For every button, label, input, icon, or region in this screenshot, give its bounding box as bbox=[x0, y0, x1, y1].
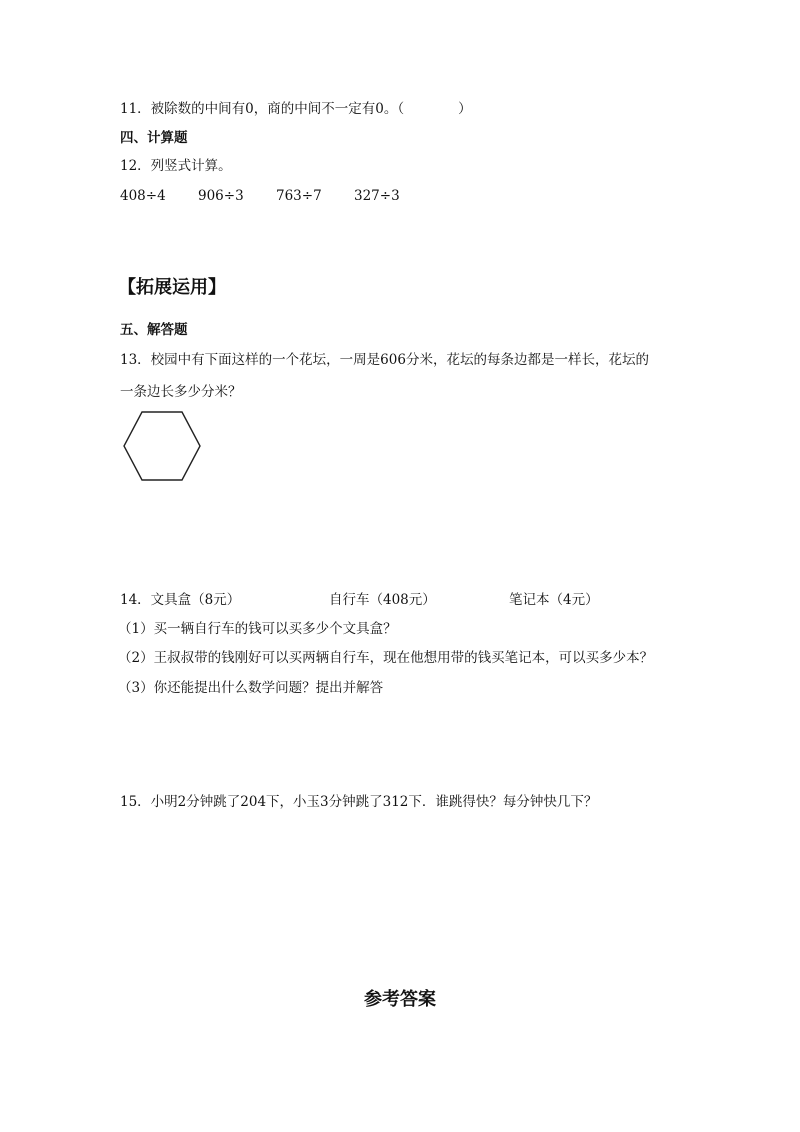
extension-heading: 【拓展运用】 bbox=[118, 277, 226, 298]
question-14-item-pencil-box: 14．文具盒（8元） bbox=[120, 592, 241, 608]
question-12-prompt: 12．列竖式计算。 bbox=[120, 158, 232, 174]
section-4-heading: 四、计算题 bbox=[120, 130, 188, 146]
calc-item-2: 906÷3 bbox=[198, 188, 244, 204]
calc-item-4: 327÷3 bbox=[354, 188, 400, 204]
hexagon-figure bbox=[122, 410, 202, 482]
question-13-line-1: 13．校园中有下面这样的一个花坛，一周是606分米，花坛的每条边都是一样长，花坛的 bbox=[120, 352, 649, 368]
question-14-sub-2: （2）王叔叔带的钱刚好可以买两辆自行车，现在他想用带的钱买笔记本，可以买多少本？ bbox=[118, 650, 654, 666]
question-15: 15．小明2分钟跳了204下，小玉3分钟跳了312下．谁跳得快？每分钟快几下？ bbox=[120, 794, 598, 810]
question-11: 11．被除数的中间有0，商的中间不一定有0。（ ） bbox=[120, 101, 472, 117]
question-13-line-2: 一条边长多少分米？ bbox=[120, 384, 242, 400]
question-14-item-notebook: 笔记本（4元） bbox=[509, 592, 599, 608]
calc-item-1: 408÷4 bbox=[120, 188, 166, 204]
section-5-heading: 五、解答题 bbox=[120, 322, 188, 338]
hexagon-icon bbox=[124, 412, 200, 480]
question-14-sub-1: （1）买一辆自行车的钱可以买多少个文具盒？ bbox=[118, 621, 397, 637]
question-14-sub-3: （3）你还能提出什么数学问题？提出并解答 bbox=[118, 680, 384, 696]
question-14-item-bicycle: 自行车（408元） bbox=[329, 592, 436, 608]
calc-item-3: 763÷7 bbox=[276, 188, 322, 204]
answer-key-title: 参考答案 bbox=[364, 989, 436, 1010]
